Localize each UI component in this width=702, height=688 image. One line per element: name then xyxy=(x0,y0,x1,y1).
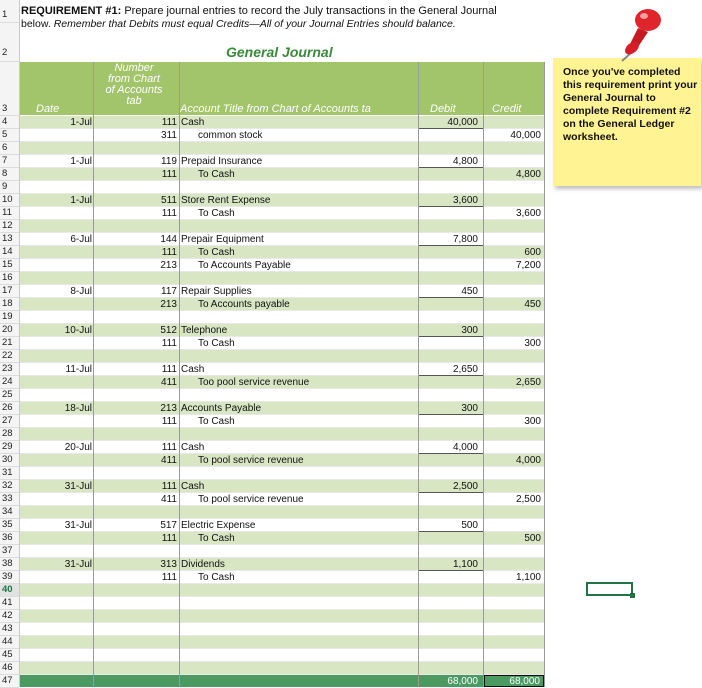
debit-cell[interactable]: 2,500 xyxy=(452,481,478,492)
requirement-text: Prepare journal entries to record the July transactions in the General Journal xyxy=(124,5,497,17)
sticky-note-text: Once you've completed this requirement print your General Journal to complete Requirement #2 on the General Ledger worksheet. xyxy=(563,66,698,143)
credit-cell[interactable]: 1,100 xyxy=(515,572,541,583)
account-title-cell[interactable]: common stock xyxy=(198,130,263,141)
account-number-cell[interactable]: 411 xyxy=(161,455,177,466)
total-debit[interactable]: 68,000 xyxy=(447,676,478,687)
row-number[interactable]: 32 xyxy=(0,480,19,493)
account-number-cell[interactable]: 213 xyxy=(160,260,177,271)
debit-cell-border xyxy=(419,363,484,376)
account-number-cell[interactable]: 111 xyxy=(161,169,177,180)
credit-cell[interactable]: 40,000 xyxy=(510,130,541,141)
col-header-account-title: Account Title from Chart of Accounts ta xyxy=(180,103,371,115)
account-title-cell[interactable]: Electric Expense xyxy=(181,520,256,531)
col-header-number-line: tab xyxy=(126,95,142,107)
col-header-number-line: from Chart xyxy=(108,73,160,85)
row-number[interactable]: 18 xyxy=(0,298,19,311)
row-number[interactable]: 27 xyxy=(0,415,19,428)
account-number-cell[interactable]: 117 xyxy=(161,286,177,297)
row-number[interactable]: 1 xyxy=(0,9,19,23)
row-number[interactable]: 5 xyxy=(0,129,19,142)
account-title-cell[interactable]: To Accounts payable xyxy=(198,299,290,310)
debit-cell-border xyxy=(419,116,484,129)
credit-cell[interactable]: 3,600 xyxy=(515,208,541,219)
row-number[interactable]: 16 xyxy=(0,272,19,285)
pushpin-icon xyxy=(618,6,668,62)
requirement-line xyxy=(21,5,497,17)
account-number-cell[interactable]: 411 xyxy=(161,377,177,388)
date-cell[interactable]: 31-Jul xyxy=(64,481,92,492)
account-number-cell[interactable]: 512 xyxy=(160,325,177,336)
row-number[interactable]: 41 xyxy=(0,597,19,610)
debit-cell-border xyxy=(419,155,484,168)
debit-cell[interactable]: 2,650 xyxy=(452,364,478,375)
account-title-cell[interactable]: Dividends xyxy=(181,559,225,570)
account-number-cell[interactable]: 111 xyxy=(161,247,177,258)
row-number[interactable]: 31 xyxy=(0,467,19,480)
account-title-cell[interactable]: To pool service revenue xyxy=(198,494,304,505)
row-number[interactable]: 21 xyxy=(0,337,19,350)
account-title-cell[interactable]: To Cash xyxy=(198,572,235,583)
account-number-cell[interactable]: 111 xyxy=(161,533,177,544)
debit-cell[interactable]: 7,800 xyxy=(452,234,478,245)
account-number-cell[interactable]: 111 xyxy=(161,572,177,583)
date-cell[interactable]: 31-Jul xyxy=(64,559,92,570)
account-number-cell[interactable]: 313 xyxy=(160,559,177,570)
row-number[interactable]: 35 xyxy=(0,519,19,532)
account-title-cell[interactable]: Prepaid Insurance xyxy=(181,156,263,167)
account-title-cell[interactable]: Accounts Payable xyxy=(181,403,262,414)
account-number-cell[interactable]: 111 xyxy=(161,416,177,427)
gridline xyxy=(483,62,484,687)
row-number[interactable]: 4 xyxy=(0,116,19,129)
account-number-cell[interactable]: 111 xyxy=(161,338,177,349)
row-number[interactable]: 19 xyxy=(0,311,19,324)
row-number[interactable]: 45 xyxy=(0,649,19,662)
date-cell[interactable]: 1-Jul xyxy=(70,156,92,167)
row-number[interactable]: 29 xyxy=(0,441,19,454)
account-title-cell[interactable]: To Accounts Payable xyxy=(198,260,291,271)
row-number[interactable]: 20 xyxy=(0,324,19,337)
row-number[interactable]: 24 xyxy=(0,376,19,389)
debit-cell-border xyxy=(419,441,484,454)
row-number[interactable]: 36 xyxy=(0,532,19,545)
account-number-cell[interactable]: 111 xyxy=(161,481,177,492)
credit-cell[interactable]: 450 xyxy=(524,299,541,310)
row-number[interactable]: 7 xyxy=(0,155,19,168)
requirement-reminder: Remember that Debits must equal Credits—All of your Journal Entries should balance. xyxy=(53,18,456,30)
debit-cell[interactable]: 300 xyxy=(461,325,478,336)
account-number-cell[interactable]: 517 xyxy=(160,520,177,531)
general-journal-title: General Journal xyxy=(226,44,333,60)
debit-cell[interactable]: 3,600 xyxy=(452,195,478,206)
row-number[interactable]: 46 xyxy=(0,662,19,675)
account-number-cell[interactable]: 111 xyxy=(161,208,177,219)
debit-cell-border xyxy=(419,402,484,415)
debit-cell-border xyxy=(419,558,484,571)
account-title-cell[interactable]: Cash xyxy=(181,117,205,128)
requirement-reminder-line xyxy=(21,18,456,30)
date-cell[interactable]: 1-Jul xyxy=(70,117,92,128)
account-title-cell[interactable]: To pool service revenue xyxy=(198,455,304,466)
account-number-cell[interactable]: 213 xyxy=(160,299,177,310)
account-number-cell[interactable]: 411 xyxy=(161,494,177,505)
account-title-cell[interactable]: Prepair Equipment xyxy=(181,234,264,245)
credit-cell[interactable]: 2,650 xyxy=(515,377,541,388)
row-number[interactable]: 11 xyxy=(0,207,19,220)
debit-cell-border xyxy=(419,324,484,337)
row-number[interactable]: 8 xyxy=(0,168,19,181)
account-number-cell[interactable]: 144 xyxy=(160,234,177,245)
row-number[interactable]: 3 xyxy=(0,103,19,116)
date-cell[interactable]: 8-Jul xyxy=(70,286,92,297)
date-cell[interactable]: 11-Jul xyxy=(65,364,92,375)
col-header-credit: Credit xyxy=(492,103,522,115)
requirement-label: REQUIREMENT #1: xyxy=(21,5,122,17)
gridline xyxy=(179,62,180,687)
credit-cell[interactable]: 300 xyxy=(524,338,541,349)
col-header-number-line: of Accounts xyxy=(105,84,163,96)
row-number[interactable]: 39 xyxy=(0,571,19,584)
total-credit[interactable]: 68,000 xyxy=(509,676,540,687)
debit-cell[interactable]: 300 xyxy=(461,403,478,414)
row-number[interactable]: 10 xyxy=(0,194,19,207)
account-title-cell[interactable]: Repair Supplies xyxy=(181,286,252,297)
account-title-cell[interactable]: To Cash xyxy=(198,169,235,180)
fill-handle[interactable] xyxy=(630,593,635,598)
row-number[interactable]: 14 xyxy=(0,246,19,259)
row-number[interactable]: 25 xyxy=(0,389,19,402)
col-header-debit: Debit xyxy=(430,103,456,115)
gridline xyxy=(93,62,94,687)
row-number[interactable]: 6 xyxy=(0,142,19,155)
requirement-text2: below. xyxy=(21,18,51,30)
date-cell[interactable]: 18-Jul xyxy=(64,403,92,414)
account-title-cell[interactable]: Cash xyxy=(181,481,205,492)
debit-cell-border xyxy=(419,519,484,532)
account-title-cell[interactable]: To Cash xyxy=(198,338,235,349)
debit-cell-border xyxy=(419,480,484,493)
date-cell[interactable]: 10-Jul xyxy=(64,325,92,336)
account-title-cell[interactable]: To Cash xyxy=(198,208,235,219)
col-header-number xyxy=(98,63,170,107)
account-title-cell[interactable]: Cash xyxy=(181,364,205,375)
row-number[interactable]: 34 xyxy=(0,506,19,519)
credit-cell[interactable]: 500 xyxy=(524,533,541,544)
debit-cell[interactable]: 450 xyxy=(461,286,478,297)
debit-cell-border xyxy=(419,194,484,207)
row-number[interactable]: 28 xyxy=(0,428,19,441)
row-number[interactable]: 42 xyxy=(0,610,19,623)
account-title-cell[interactable]: To Cash xyxy=(198,247,235,258)
row-number[interactable]: 43 xyxy=(0,623,19,636)
selected-cell[interactable] xyxy=(586,582,633,596)
credit-cell[interactable]: 2,500 xyxy=(515,494,541,505)
row-number[interactable]: 26 xyxy=(0,402,19,415)
row-number[interactable]: 44 xyxy=(0,636,19,649)
row-header-column[interactable] xyxy=(0,0,20,687)
date-cell[interactable]: 31-Jul xyxy=(64,520,92,531)
credit-cell[interactable]: 600 xyxy=(524,247,541,258)
gridline xyxy=(544,62,545,687)
credit-cell[interactable]: 300 xyxy=(524,416,541,427)
gridline xyxy=(418,62,419,687)
account-number-cell[interactable]: 511 xyxy=(161,195,177,206)
debit-cell-border xyxy=(419,285,484,298)
account-number-cell[interactable]: 311 xyxy=(161,130,177,141)
account-number-cell[interactable]: 213 xyxy=(160,403,177,414)
date-cell[interactable]: 20-Jul xyxy=(64,442,92,453)
row-number[interactable]: 2 xyxy=(0,47,19,62)
debit-cell[interactable]: 500 xyxy=(461,520,478,531)
account-number-cell[interactable]: 119 xyxy=(161,156,177,167)
credit-cell[interactable]: 4,800 xyxy=(515,169,541,180)
row-number[interactable]: 13 xyxy=(0,233,19,246)
row-number[interactable]: 30 xyxy=(0,454,19,467)
date-cell[interactable]: 1-Jul xyxy=(70,195,92,206)
debit-cell[interactable]: 4,800 xyxy=(452,156,478,167)
account-title-cell[interactable]: To Cash xyxy=(198,533,235,544)
debit-cell[interactable]: 4,000 xyxy=(452,442,478,453)
row-number[interactable]: 37 xyxy=(0,545,19,558)
account-number-cell[interactable]: 111 xyxy=(161,117,177,128)
row-number[interactable]: 23 xyxy=(0,363,19,376)
account-title-cell[interactable]: Store Rent Expense xyxy=(181,195,271,206)
col-header-date: Date xyxy=(36,103,60,115)
row-number[interactable]: 22 xyxy=(0,350,19,363)
account-number-cell[interactable]: 111 xyxy=(161,442,177,453)
account-title-cell[interactable]: Too pool service revenue xyxy=(198,377,310,388)
debit-cell[interactable]: 1,100 xyxy=(452,559,478,570)
row-number[interactable]: 47 xyxy=(0,675,19,688)
debit-cell-border xyxy=(419,233,484,246)
col-header-number-line: Number xyxy=(114,62,154,74)
account-title-cell[interactable]: Cash xyxy=(181,442,205,453)
date-cell[interactable]: 6-Jul xyxy=(70,234,92,245)
row-number[interactable]: 9 xyxy=(0,181,19,194)
account-title-cell[interactable]: Telephone xyxy=(181,325,228,336)
debit-cell[interactable]: 40,000 xyxy=(447,117,478,128)
account-number-cell[interactable]: 111 xyxy=(161,364,177,375)
row-number[interactable]: 33 xyxy=(0,493,19,506)
account-title-cell[interactable]: To Cash xyxy=(198,416,235,427)
credit-cell[interactable]: 7,200 xyxy=(515,260,541,271)
row-number[interactable]: 12 xyxy=(0,220,19,233)
row-number[interactable]: 15 xyxy=(0,259,19,272)
row-number[interactable]: 38 xyxy=(0,558,19,571)
total-credit-border xyxy=(484,675,544,687)
row-number[interactable]: 40 xyxy=(0,584,19,597)
sticky-note xyxy=(553,58,701,186)
row-number[interactable]: 17 xyxy=(0,285,19,298)
credit-cell[interactable]: 4,000 xyxy=(515,455,541,466)
